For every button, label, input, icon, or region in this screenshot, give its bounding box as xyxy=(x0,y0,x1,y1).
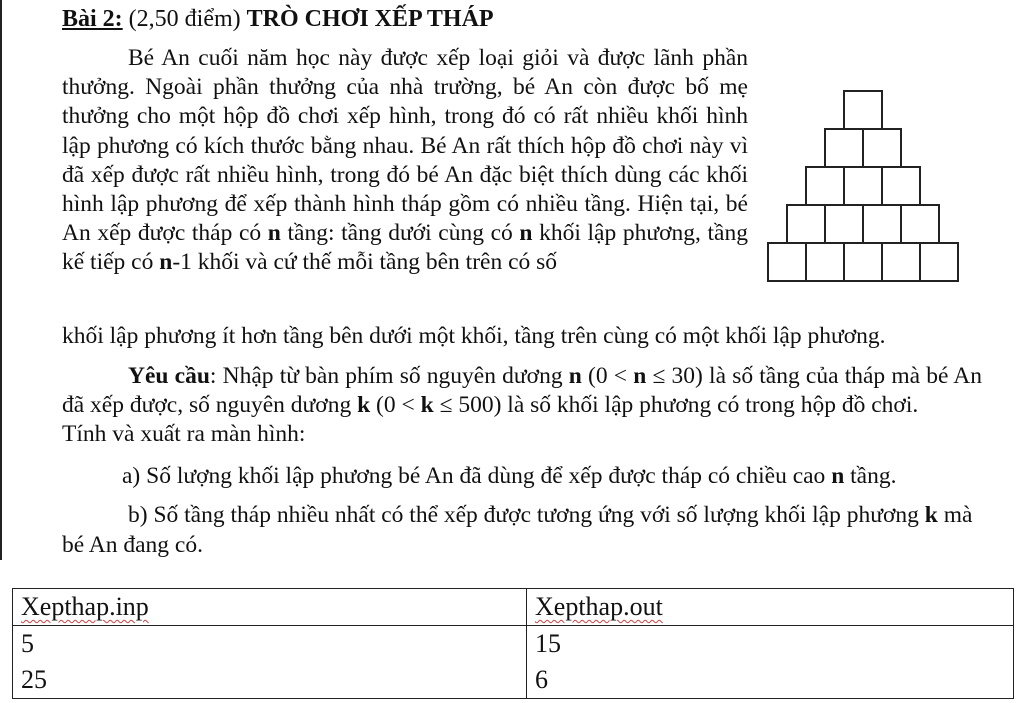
io-table xyxy=(12,588,1014,699)
requirement-text: (0 < xyxy=(581,363,634,389)
pyramid-cube xyxy=(787,205,825,243)
intro-text: Bé An cuối năm học này được xếp loại giỏi và được lãnh phần thưởng. Ngoài phần thưởng của nhà trường, bé An còn được bố mẹ thưởng cho một hộp đồ chơi xếp hình, trong đó có rất nhiều khối hình lập phương có kích thước bằng nhau. Bé An rất thích hộp đồ chơi này vì đã xếp được rất nhiều hình, trong đó bé An đặc biệt thích dùng các khối hình lập phương để xếp thành hình tháp gồm có nhiều tầng. Hiện tại, bé An xếp được tháp có xyxy=(62,45,748,247)
pyramid-cube xyxy=(920,243,958,281)
input-value: 25 xyxy=(21,665,47,694)
item-b xyxy=(62,500,982,560)
input-value: 5 xyxy=(21,629,34,658)
intro-text-mid2: khối lập phương, tầng kế tiếp có xyxy=(62,220,748,276)
var-n: n xyxy=(519,220,533,247)
item-b-tail: mà bé An đang có. xyxy=(62,502,973,558)
header-output-file: Xepthap.out xyxy=(535,592,663,621)
requirement-text: ≤ 30) là số tầng của tháp mà bé An đã xếp được, số nguyên dương xyxy=(62,363,982,419)
var-n: n xyxy=(633,363,647,389)
table-header xyxy=(527,589,1014,626)
pyramid-cube xyxy=(806,243,844,281)
pyramid-cube xyxy=(825,129,863,167)
requirement-text: : Nhập từ bàn phím số nguyên dương xyxy=(209,363,569,389)
problem-title: TRÒ CHƠI XẾP THÁP xyxy=(246,6,494,32)
var-k: k xyxy=(924,502,938,528)
var-n: n xyxy=(267,220,281,247)
pyramid-cube xyxy=(863,129,901,167)
table-cell xyxy=(527,626,1014,699)
table-cell xyxy=(13,626,527,699)
problem-number: Bài 2: xyxy=(62,6,123,32)
pyramid-diagram xyxy=(0,0,1024,300)
pyramid-cube xyxy=(844,167,882,205)
item-a-tail: tầng. xyxy=(844,463,897,489)
requirement-text: ≤ 500) là số khối lập phương có trong hộp đồ chơi. xyxy=(433,392,919,419)
requirement-text: (0 < xyxy=(370,392,421,419)
item-a-text: a) Số lượng khối lập phương bé An đã dùng để xếp được tháp có chiều cao xyxy=(122,463,832,489)
pyramid-cube xyxy=(844,91,882,129)
item-a xyxy=(122,463,896,490)
pyramid-cube xyxy=(844,243,882,281)
problem-points: (2,50 điểm) xyxy=(122,6,247,32)
requirement-paragraph xyxy=(62,362,982,420)
table-header-row xyxy=(13,589,1014,626)
intro-text-tail: -1 khối và cứ thế mỗi tầng bên trên có số xyxy=(172,249,558,276)
requirement-label: Yêu cầu xyxy=(128,363,210,389)
pyramid-cube xyxy=(882,167,920,205)
output-value: 15 xyxy=(535,629,561,658)
var-n: n xyxy=(568,363,582,389)
requirement-line: Tính và xuất ra màn hình: xyxy=(62,421,306,447)
intro-text-mid: tầng: tầng dưới cùng có xyxy=(280,220,520,247)
pyramid-cube xyxy=(901,205,939,243)
output-value: 6 xyxy=(535,665,548,694)
pyramid-cube xyxy=(863,205,901,243)
var-k: k xyxy=(420,392,434,419)
pyramid-cube xyxy=(768,243,806,281)
pyramid-cube xyxy=(882,243,920,281)
item-b-text: b) Số tầng tháp nhiều nhất có thể xếp được tương ứng với số lượng khối lập phương xyxy=(128,502,925,528)
intro-last-line: khối lập phương ít hơn tầng bên dưới một khối, tầng trên cùng có một khối lập phương. xyxy=(62,323,886,349)
pyramid-cube xyxy=(806,167,844,205)
table-row xyxy=(13,626,1014,699)
var-n: n xyxy=(159,249,173,276)
var-k: k xyxy=(357,392,371,419)
pyramid-cube xyxy=(825,205,863,243)
var-n: n xyxy=(831,463,845,489)
table-header xyxy=(13,589,527,626)
header-input-file: Xepthap.inp xyxy=(21,592,149,621)
